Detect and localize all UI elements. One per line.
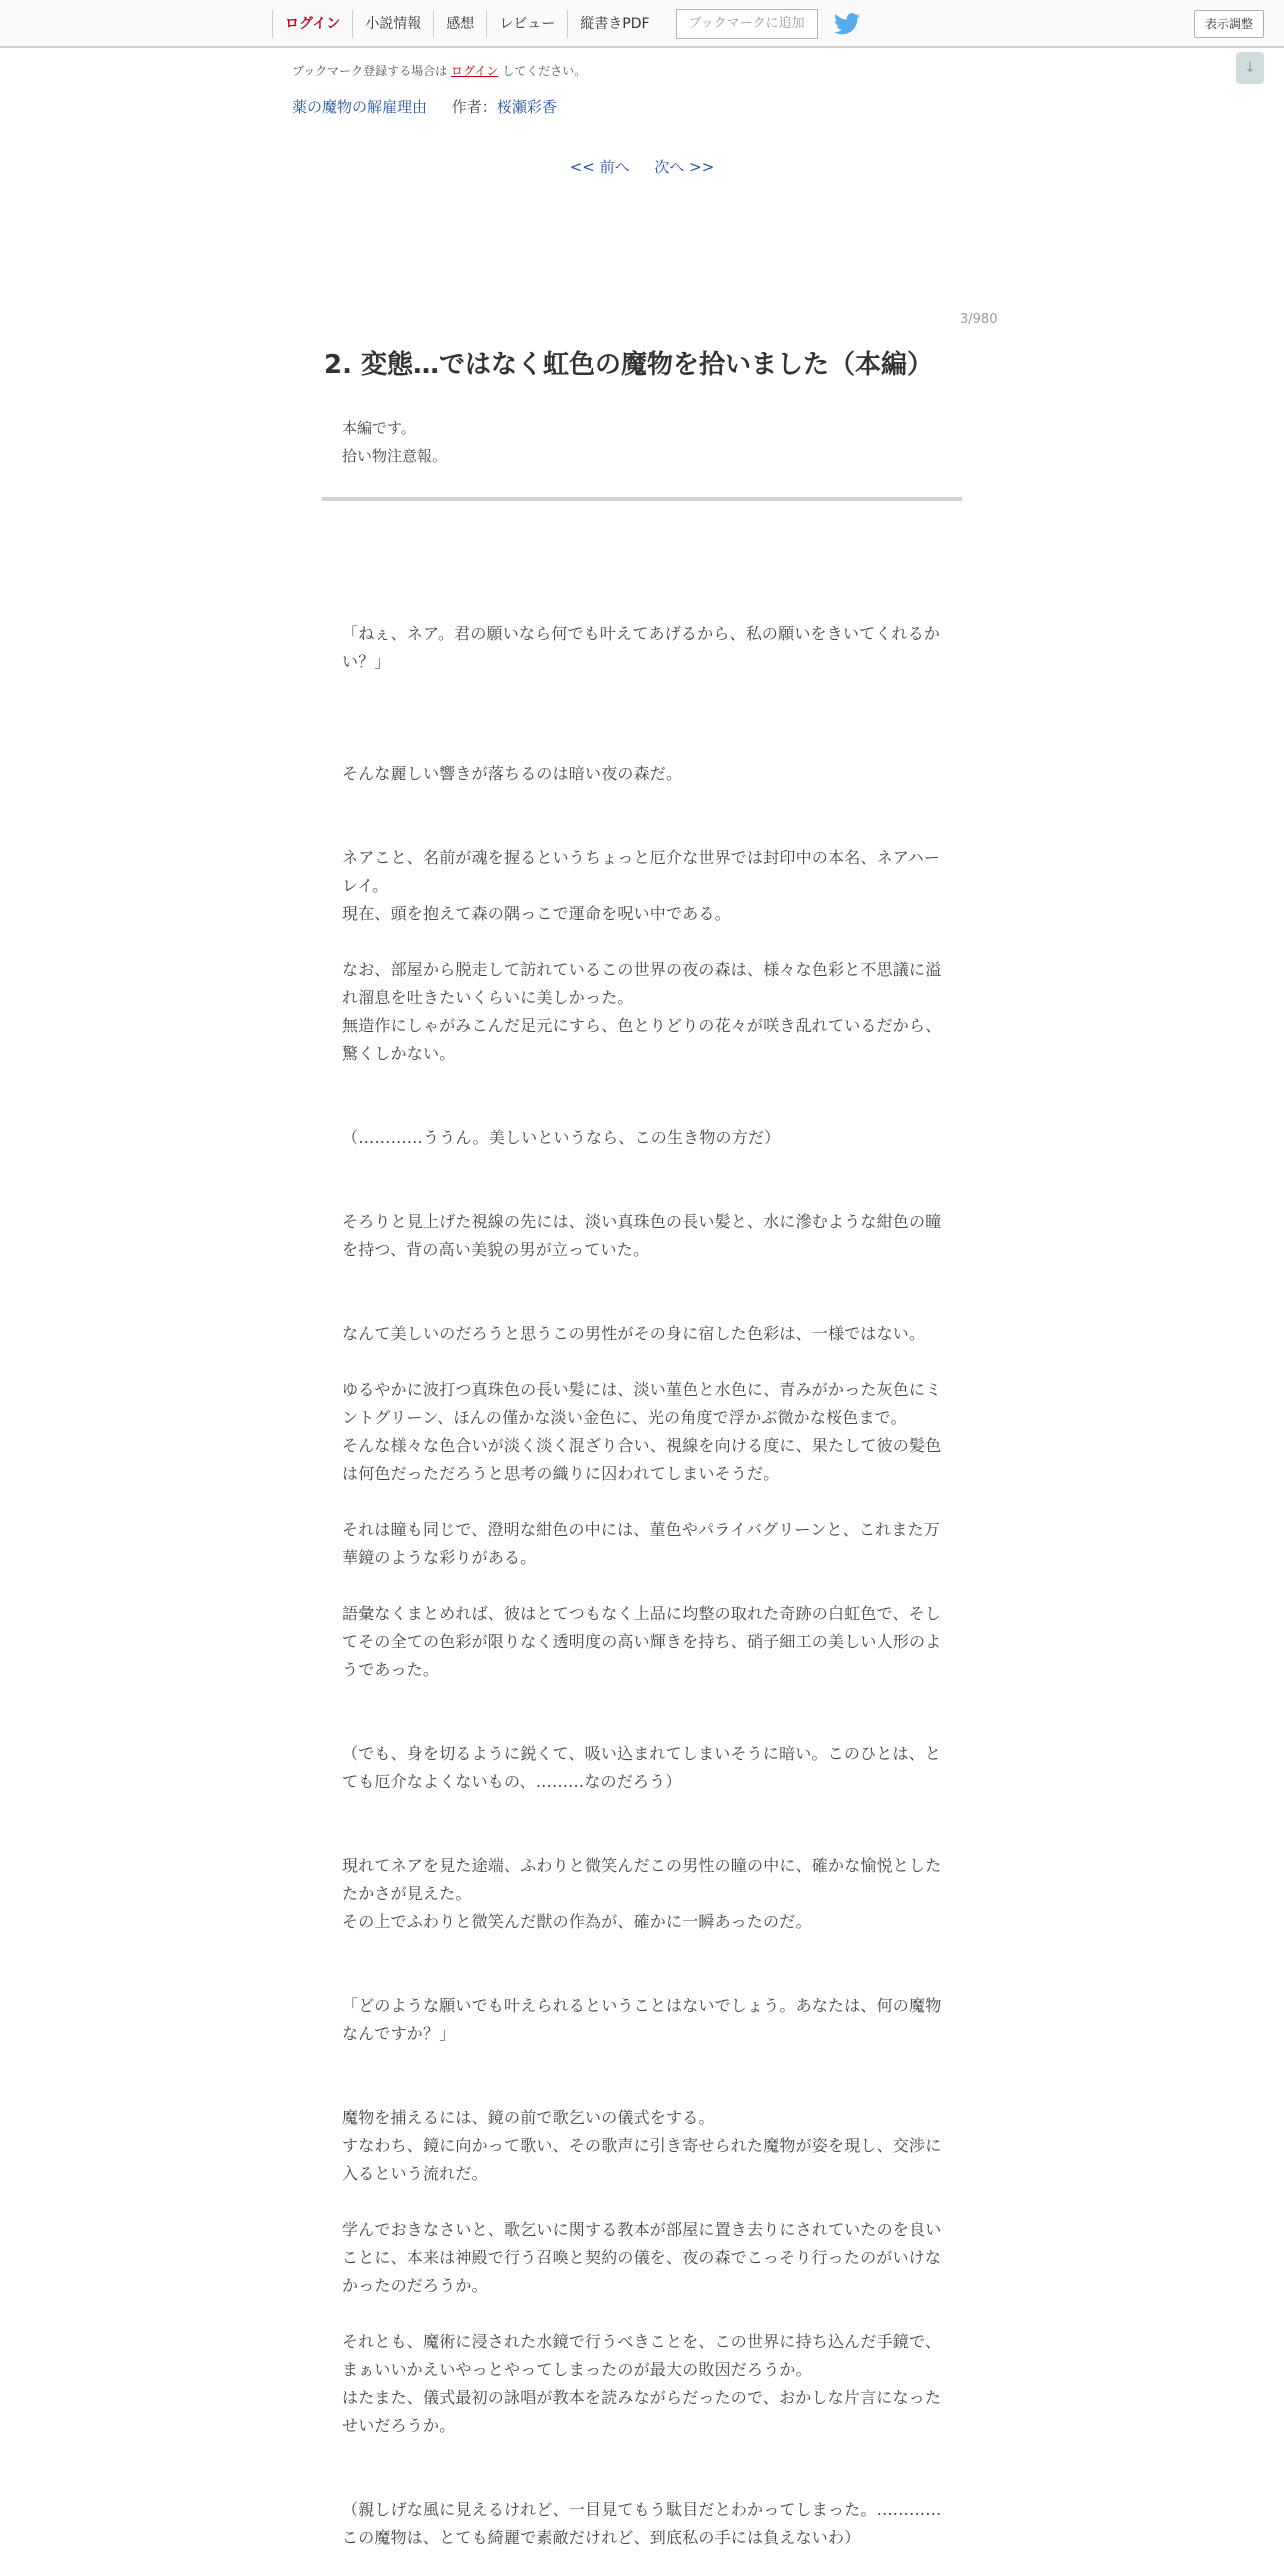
novel-line: を持つ、背の高い美貌の男が立っていた。 [342,1240,650,1259]
novel-line: 華鏡のような彩りがある。 [342,1548,537,1567]
add-bookmark-button[interactable]: ブックマークに追加 [676,9,818,39]
novel-line: この魔物は、とても綺麗で素敵だけれど、到底私の手には負えないわ） [342,2528,861,2547]
novel-line: 現在、頭を抱えて森の隅っこで運命を呪い中である。 [342,904,731,923]
bookmark-note-before: ブックマーク登録する場合は [292,64,448,78]
novel-line: なお、部屋から脱走して訪れているこの世界の夜の森は、様々な色彩と不思議に溢 [342,960,942,979]
novel-paragraph [342,1376,942,1488]
novel-line: レイ。 [342,876,389,895]
novel-line: たかさが見えた。 [342,1884,472,1903]
novel-line: は何色だっただろうと思考の織りに囚われてしまいそうだ。 [342,1464,780,1483]
novel-line: すなわち、鏡に向かって歌い、その歌声に引き寄せられた魔物が姿を現し、交渉に [342,2136,942,2155]
twitter-bird-icon[interactable] [834,12,862,36]
novel-line: ネアこと、名前が魂を握るというちょっと厄介な世界では封印中の本名、ネアハー [342,848,941,867]
novel-line: 魔物を捕えるには、鏡の前で歌乞いの儀式をする。 [342,2108,715,2127]
novel-line: うであった。 [342,1660,440,1679]
preface-divider [322,497,962,501]
novel-paragraph [342,1516,942,1572]
novel-line: 無造作にしゃがみこんだ足元にすら、色とりどりの花々が咲き乱れているだから、 [342,1016,942,1035]
novel-line: なんて美しいのだろうと思うこの男性がその身に宿した色彩は、一様ではない。 [342,1324,926,1343]
novel-line: （でも、身を切るように鋭くて、吸い込まれてしまいそうに暗い。このひとは、と [342,1744,942,1763]
novel-line: ても厄介なよくないもの、………なのだろう） [342,1772,682,1791]
chapter-title: 2. 変態…ではなく虹色の魔物を拾いました（本編） [324,350,934,380]
novel-paragraph [342,1852,942,1936]
novel-line: そんな様々な色合いが淡く淡く混ざり合い、視線を向ける度に、果たして彼の髪色 [342,1436,942,1455]
author-name-link[interactable]: 桜瀬彩香 [496,98,557,116]
novel-line: ゆるやかに波打つ真珠色の長い髪には、淡い菫色と水色に、青みがかった灰色にミ [342,1380,942,1399]
bookmark-note-after: してください。 [502,64,587,78]
novel-paragraph [342,2496,942,2552]
novel-line: せいだろうか。 [342,2416,456,2435]
novel-paragraph [342,620,942,676]
novel-line: それとも、魔術に浸された水鏡で行うべきことを、この世界に持ち込んだ手鏡で、 [342,2332,942,2351]
novel-line: まぁいいかえいやっとやってしまったのが最大の敗因だろうか。 [342,2360,812,2379]
main-nav [272,10,862,38]
novel-line: い？」 [342,652,391,671]
novel-line: ントグリーン、ほんの僅かな淡い金色に、光の角度で浮かぶ微かな桜色まで。 [342,1408,907,1427]
top-nav-bar [0,0,1284,48]
work-title-link[interactable]: 薬の魔物の解雇理由 [292,98,428,116]
novel-line: かったのだろうか。 [342,2276,488,2295]
login-link[interactable]: ログイン [272,10,352,38]
vertical-pdf-link[interactable]: 縦書きPDF [567,10,661,38]
author-label: 作者： [451,98,497,116]
novel-line: 「どのような願いでも叶えられるということはないでしょう。あなたは、何の魔物 [342,1996,942,2015]
novel-line: れ溜息を吐きたいくらいに美しかった。 [342,988,634,1007]
novel-paragraph [342,760,942,788]
novel-line: 学んでおきなさいと、歌乞いに関する教本が部屋に置き去りにされていたのを良い [342,2220,942,2239]
novel-line: 語彙なくまとめれば、彼はとてつもなく上品に均整の取れた奇跡の白虹色で、そし [342,1604,942,1623]
novel-paragraph [342,2216,942,2300]
novel-line: そんな麗しい響きが落ちるのは暗い夜の森だ。 [342,764,683,783]
novel-line: （親しげな風に見えるけれど、一目見てもう駄目だとわかってしまった。………… [342,2500,942,2519]
chapter-preface [342,414,942,470]
novel-paragraph [342,1320,942,1348]
novel-line: （…………ううん。美しいというなら、この生き物の方だ） [342,1128,781,1147]
novel-paragraph [342,1124,942,1152]
novel-line: 現れてネアを見た途端、ふわりと微笑んだこの男性の瞳の中に、確かな愉悦とした [342,1856,942,1875]
novel-line: なんですか？」 [342,2024,456,2043]
novel-paragraph [342,1600,942,1684]
novel-line: それは瞳も同じで、澄明な紺色の中には、菫色やパライバグリーンと、これまた万 [342,1520,940,1539]
novel-info-link[interactable]: 小説情報 [352,10,433,38]
next-chapter-link[interactable]: 次へ >> [654,158,715,176]
novel-paragraph [342,1208,942,1264]
display-settings-button[interactable]: 表示調整 [1194,10,1264,38]
preface-line: 本編です。 [342,419,416,437]
chapter-pager [0,156,1284,177]
bookmark-login-note [292,62,586,79]
work-info [292,96,557,117]
novel-paragraph [342,2328,942,2440]
novel-paragraph [342,1740,942,1796]
novel-line: てその全ての色彩が限りなく透明度の高い輝きを持ち、硝子細工の美しい人形のよ [342,1632,942,1651]
scroll-down-icon[interactable]: ↓ [1236,52,1264,84]
review-link[interactable]: レビュー [486,10,567,38]
novel-line: そろりと見上げた視線の先には、淡い真珠色の長い髪と、水に滲むような紺色の瞳 [342,1212,942,1231]
bookmark-login-link[interactable]: ログイン [451,64,499,78]
preface-line: 拾い物注意報。 [342,447,448,465]
novel-paragraph [342,2104,942,2188]
prev-chapter-link[interactable]: << 前へ [569,158,630,176]
novel-line: 「ねぇ、ネア。君の願いなら何でも叶えてあげるから、私の願いをきいてくれるか [342,624,941,643]
novel-line: 驚くしかない。 [342,1044,456,1063]
novel-line: その上でふわりと微笑んだ獣の作為が、確かに一瞬あったのだ。 [342,1912,812,1931]
novel-paragraph [342,1992,942,2048]
novel-line: 入るという流れだ。 [342,2164,488,2183]
novel-line: ことに、本来は神殿で行う召喚と契約の儀を、夜の森でこっそり行ったのがいけな [342,2248,942,2267]
impressions-link[interactable]: 感想 [433,10,486,38]
chapter-counter: 3/980 [960,312,998,327]
novel-paragraph [342,844,942,928]
novel-paragraph [342,956,942,1068]
novel-line: はたまた、儀式最初の詠唱が教本を読みながらだったので、おかしな片言になった [342,2388,942,2407]
